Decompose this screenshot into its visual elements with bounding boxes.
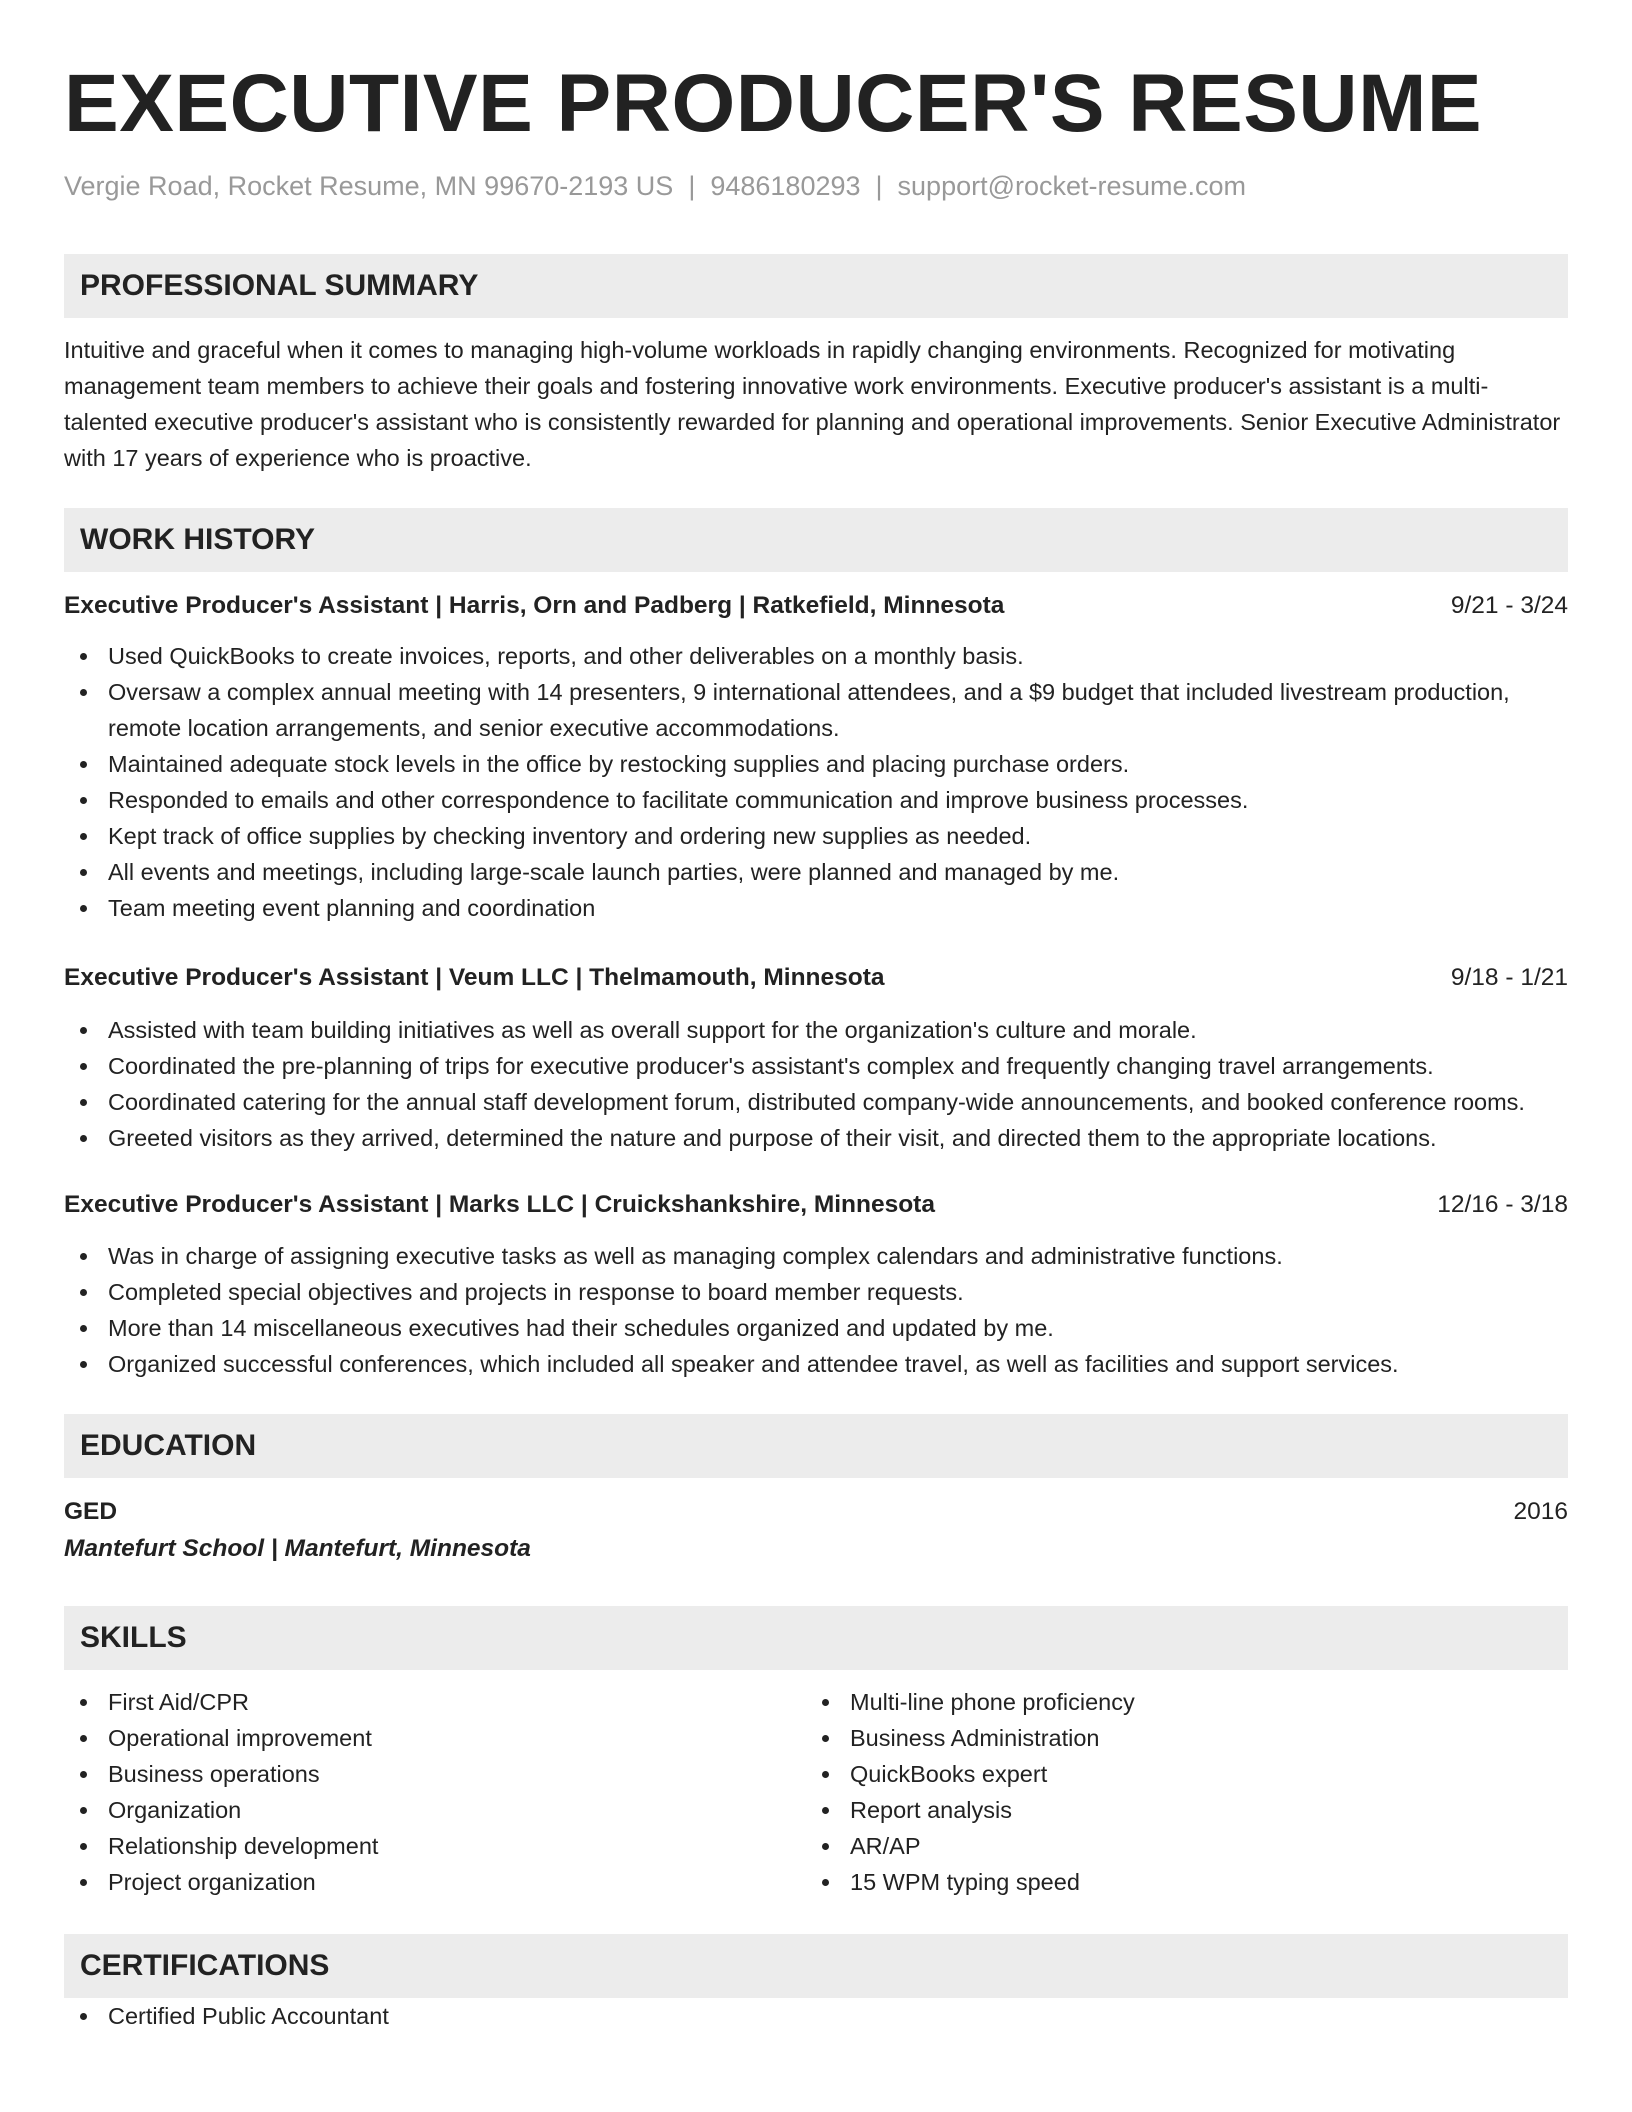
bullet-item: Completed special objectives and projects in response to board member requests. [64, 1274, 1568, 1310]
section-heading-education: EDUCATION [64, 1414, 1568, 1478]
job-entry [64, 960, 1568, 1156]
certification-item: Certified Public Accountant [64, 1998, 1568, 2034]
bullet-item: Greeted visitors as they arrived, determined the nature and purpose of their visit, and directed them to the appropriate locations. [64, 1120, 1568, 1156]
skill-item: Report analysis [806, 1792, 1548, 1828]
certifications-list [64, 1998, 1568, 2034]
education-degree: GED [64, 1498, 118, 1525]
skill-item: Business operations [64, 1756, 806, 1792]
skills-column-left [64, 1684, 806, 1900]
resume-title: EXECUTIVE PRODUCER'S RESUME [64, 58, 1483, 149]
skill-item: First Aid/CPR [64, 1684, 806, 1720]
skill-item: QuickBooks expert [806, 1756, 1548, 1792]
bullet-item: All events and meetings, including large-scale launch parties, were planned and managed by me. [64, 854, 1568, 890]
summary-text: Intuitive and graceful when it comes to managing high-volume workloads in rapidly changing environments. Recognized for motivating management team members to achieve their goals and fostering innovative work environments. Executive producer's assistant is a multi-talented executive producer's assistant who is consistently rewarded for planning and operational improvements. Senior Executive Administrator with 17 years of experience who is proactive. [64, 337, 1561, 471]
contact-line [64, 168, 1568, 204]
job-bullets [64, 638, 1568, 926]
bullet-item: Responded to emails and other correspondence to facilitate communication and improve business processes. [64, 782, 1568, 818]
section-heading-skills: SKILLS [64, 1606, 1568, 1670]
skill-item: AR/AP [806, 1828, 1548, 1864]
bullet-item: Coordinated catering for the annual staff development forum, distributed company-wide announcements, and booked conference rooms. [64, 1084, 1568, 1120]
job-header [64, 588, 1568, 624]
bullet-item: More than 14 miscellaneous executives had their schedules organized and updated by me. [64, 1310, 1568, 1346]
contact-phone: 9486180293 [710, 171, 861, 201]
bullet-item: Organized successful conferences, which included all speaker and attendee travel, as well as facilities and support services. [64, 1346, 1568, 1382]
skill-item: Project organization [64, 1864, 806, 1900]
resume-page [64, 0, 1568, 2034]
skills-grid [64, 1684, 1568, 1900]
job-header [64, 1187, 1568, 1223]
education-header [64, 1494, 1568, 1530]
job-bullets [64, 1012, 1568, 1156]
job-title: Executive Producer's Assistant | Veum LLC | Thelmamouth, Minnesota [64, 964, 885, 991]
section-heading-summary: PROFESSIONAL SUMMARY [64, 254, 1568, 318]
contact-email: support@rocket-resume.com [897, 171, 1247, 201]
bullet-item: Assisted with team building initiatives as well as overall support for the organization's culture and morale. [64, 1012, 1568, 1048]
section-heading-work-history: WORK HISTORY [64, 508, 1568, 572]
job-entry [64, 588, 1568, 926]
skill-item: Relationship development [64, 1828, 806, 1864]
contact-address: Vergie Road, Rocket Resume, MN 99670-2193 US [64, 171, 674, 201]
bullet-item: Oversaw a complex annual meeting with 14 presenters, 9 international attendees, and a $9 budget that included livestream production, remote location arrangements, and senior executive accommodations. [64, 674, 1568, 746]
contact-separator: | [875, 171, 883, 201]
job-entry [64, 1187, 1568, 1382]
section-heading-certifications: CERTIFICATIONS [64, 1934, 1568, 1998]
bullet-item: Coordinated the pre-planning of trips for executive producer's assistant's complex and frequently changing travel arrangements. [64, 1048, 1568, 1084]
skill-item: Multi-line phone proficiency [806, 1684, 1548, 1720]
bullet-item: Kept track of office supplies by checking inventory and ordering new supplies as needed. [64, 818, 1568, 854]
bullet-item: Used QuickBooks to create invoices, reports, and other deliverables on a monthly basis. [64, 638, 1568, 674]
education-school: Mantefurt School | Mantefurt, Minnesota [64, 1535, 531, 1562]
job-title: Executive Producer's Assistant | Marks LLC | Cruickshankshire, Minnesota [64, 1191, 935, 1218]
bullet-item: Was in charge of assigning executive tasks as well as managing complex calendars and administrative functions. [64, 1238, 1568, 1274]
job-title: Executive Producer's Assistant | Harris, Orn and Padberg | Ratkefield, Minnesota [64, 592, 1005, 619]
contact-separator: | [688, 171, 696, 201]
job-dates: 12/16 - 3/18 [1437, 1191, 1568, 1218]
skill-item: Organization [64, 1792, 806, 1828]
job-dates: 9/18 - 1/21 [1450, 964, 1568, 991]
job-dates: 9/21 - 3/24 [1450, 592, 1568, 619]
bullet-item: Team meeting event planning and coordination [64, 890, 1568, 926]
bullet-item: Maintained adequate stock levels in the office by restocking supplies and placing purchase orders. [64, 746, 1568, 782]
job-bullets [64, 1238, 1568, 1382]
skill-item: Business Administration [806, 1720, 1548, 1756]
education-year: 2016 [1513, 1498, 1568, 1525]
skills-column-right [806, 1684, 1548, 1900]
job-header [64, 960, 1568, 996]
skill-item: Operational improvement [64, 1720, 806, 1756]
skill-item: 15 WPM typing speed [806, 1864, 1548, 1900]
